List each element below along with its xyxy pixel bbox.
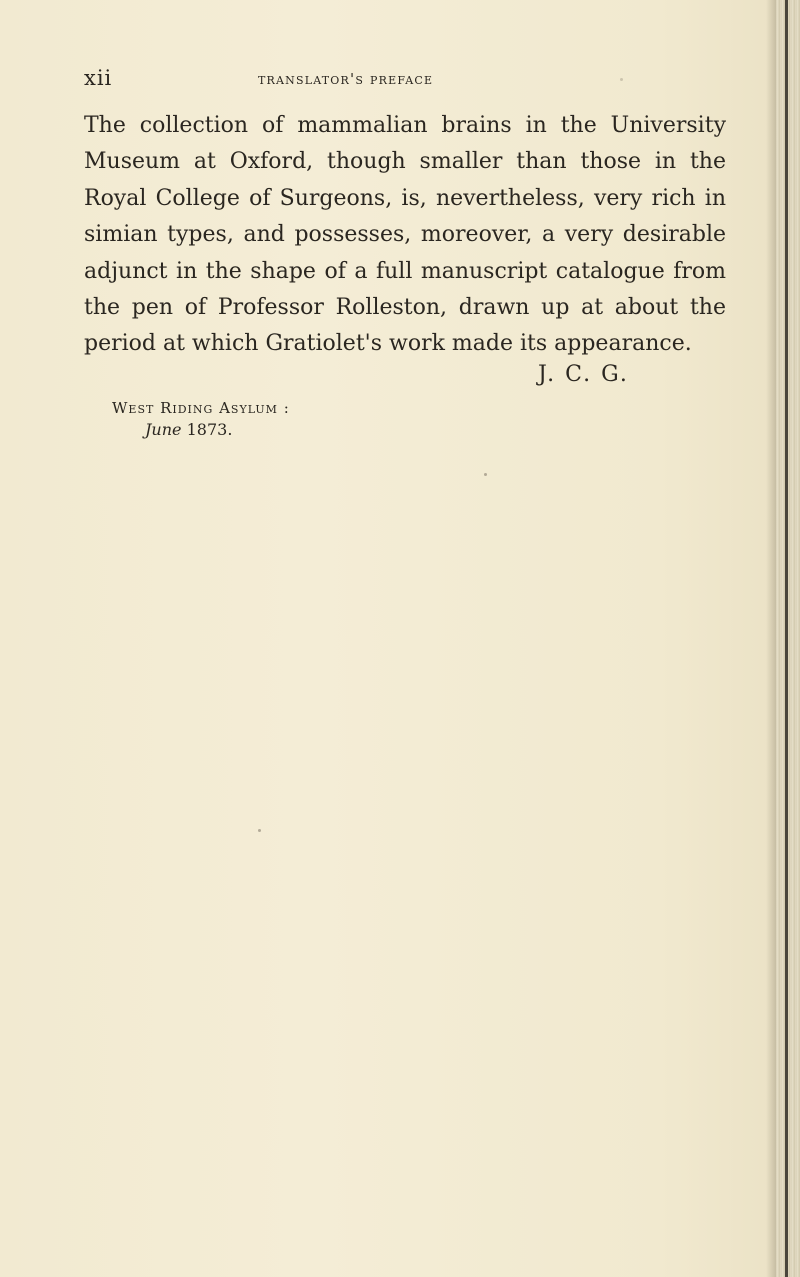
- page-number: xii: [84, 66, 113, 90]
- page-header: [84, 66, 704, 96]
- date-year: 1873.: [186, 420, 233, 439]
- paper-speck: [620, 78, 623, 81]
- running-head: translator's preface: [258, 70, 434, 88]
- text-line: period at which Gratiolet's work made its appearance.: [84, 331, 692, 357]
- paper-speck: [258, 829, 261, 832]
- text-line: Museum at Oxford, though smaller than those in the: [84, 149, 726, 175]
- signature-initials: J. C. G.: [538, 362, 629, 387]
- text-line: The collection of mammalian brains in the University: [84, 113, 726, 138]
- page-edge-shadow: [766, 0, 776, 1277]
- paper-speck: [484, 473, 487, 476]
- text-line: simian types, and possesses, moreover, a very desirable: [84, 222, 726, 248]
- text-line: Royal College of Surgeons, is, nevertheless, very rich in: [84, 185, 726, 211]
- date-line: [145, 420, 232, 439]
- date-month: June: [145, 420, 182, 439]
- book-edge-line: [785, 0, 788, 1277]
- book-edge: [776, 0, 800, 1277]
- location-line: West Riding Asylum :: [112, 399, 290, 417]
- text-line: adjunct in the shape of a full manuscript catalogue from: [84, 258, 726, 284]
- text-line: the pen of Professor Rolleston, drawn up at about the: [84, 294, 726, 320]
- preface-paragraph: [84, 108, 726, 363]
